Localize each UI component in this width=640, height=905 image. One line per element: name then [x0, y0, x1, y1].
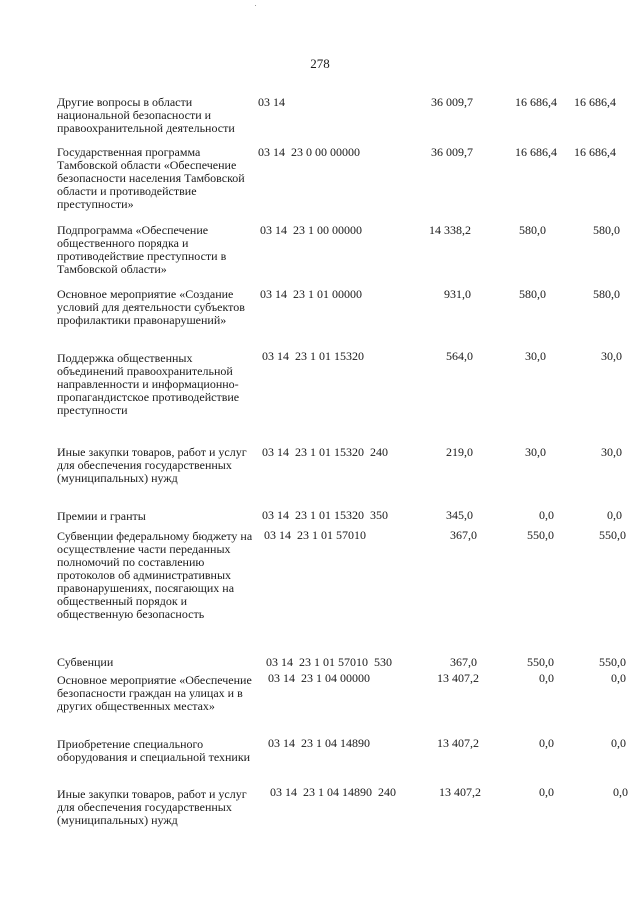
amount-year-1: 367,0 — [450, 655, 477, 669]
row-name: Приобретение специального оборудования и специальной техники — [57, 737, 251, 764]
row-code: 03 14 23 0 00 00000 — [258, 145, 360, 159]
amount-year-3: 0,0 — [613, 785, 628, 799]
row-code: 03 14 23 1 01 15320 — [262, 349, 364, 363]
amount-year-3: 16 686,4 — [574, 145, 616, 159]
row-code: 03 14 23 1 04 14890 240 — [270, 785, 396, 799]
amount-year-3: 550,0 — [599, 655, 626, 669]
row-code: 03 14 23 1 01 57010 — [264, 528, 366, 542]
amount-year-3: 0,0 — [611, 671, 626, 685]
row-code: 03 14 — [258, 95, 285, 109]
amount-year-2: 16 686,4 — [515, 145, 557, 159]
amount-year-2: 0,0 — [539, 671, 554, 685]
row-code: 03 14 23 1 01 15320 240 — [262, 445, 388, 459]
amount-year-2: 0,0 — [539, 736, 554, 750]
row-name: Иные закупки товаров, работ и услуг для обеспечения государственных (муниципальных) нужд — [57, 787, 247, 827]
row-code: 03 14 23 1 01 00000 — [260, 287, 362, 301]
page-number: 278 — [310, 56, 330, 71]
amount-year-2: 0,0 — [539, 508, 554, 522]
amount-year-1: 14 338,2 — [429, 223, 471, 237]
row-name: Основное мероприятие «Создание условий для деятельности субъектов профилактики правонарушений» — [57, 287, 245, 327]
amount-year-1: 931,0 — [444, 287, 471, 301]
amount-year-1: 564,0 — [446, 349, 473, 363]
row-code: 03 14 23 1 01 57010 530 — [266, 655, 392, 669]
row-name: Иные закупки товаров, работ и услуг для обеспечения государственных (муниципальных) нужд — [57, 445, 247, 485]
amount-year-1: 36 009,7 — [431, 145, 473, 159]
amount-year-1: 219,0 — [446, 445, 473, 459]
amount-year-1: 367,0 — [450, 528, 477, 542]
amount-year-3: 30,0 — [601, 349, 622, 363]
scan-speck — [255, 5, 256, 6]
amount-year-2: 550,0 — [527, 528, 554, 542]
amount-year-1: 345,0 — [446, 508, 473, 522]
row-name: Государственная программа Тамбовской области «Обеспечение безопасности населения Тамбовской области и противодействие преступности» — [57, 145, 245, 211]
row-code: 03 14 23 1 04 14890 — [268, 736, 370, 750]
amount-year-1: 13 407,2 — [437, 671, 479, 685]
amount-year-2: 30,0 — [525, 445, 546, 459]
amount-year-3: 0,0 — [607, 508, 622, 522]
amount-year-3: 0,0 — [611, 736, 626, 750]
row-code: 03 14 23 1 04 00000 — [268, 671, 370, 685]
amount-year-2: 16 686,4 — [515, 95, 557, 109]
row-name: Премии и гранты — [57, 509, 146, 523]
amount-year-1: 13 407,2 — [437, 736, 479, 750]
amount-year-2: 0,0 — [539, 785, 554, 799]
amount-year-3: 16 686,4 — [574, 95, 616, 109]
amount-year-2: 30,0 — [525, 349, 546, 363]
amount-year-3: 30,0 — [601, 445, 622, 459]
amount-year-3: 580,0 — [593, 287, 620, 301]
row-name: Поддержка общественных объединений правоохранительной направленности и информационно-пропагандистское противодействие преступности — [57, 351, 240, 417]
row-code: 03 14 23 1 00 00000 — [260, 223, 362, 237]
row-name: Субвенции федеральному бюджету на осуществление части переданных полномочий по составлению протоколов об административных правонарушениях, посягающих на общественный порядок и общественную безопасность — [57, 529, 253, 621]
amount-year-1: 36 009,7 — [431, 95, 473, 109]
amount-year-1: 13 407,2 — [439, 785, 481, 799]
amount-year-2: 580,0 — [519, 223, 546, 237]
row-name: Субвенции — [57, 655, 114, 669]
row-name: Подпрограмма «Обеспечение общественного порядка и противодействие преступности в Тамбовской области» — [57, 223, 227, 276]
amount-year-3: 550,0 — [599, 528, 626, 542]
row-name: Основное мероприятие «Обеспечение безопасности граждан на улицах и в других общественных местах» — [57, 673, 252, 713]
row-code: 03 14 23 1 01 15320 350 — [262, 508, 388, 522]
amount-year-2: 550,0 — [527, 655, 554, 669]
amount-year-3: 580,0 — [593, 223, 620, 237]
row-name: Другие вопросы в области национальной безопасности и правоохранительной деятельности — [57, 95, 235, 135]
amount-year-2: 580,0 — [519, 287, 546, 301]
